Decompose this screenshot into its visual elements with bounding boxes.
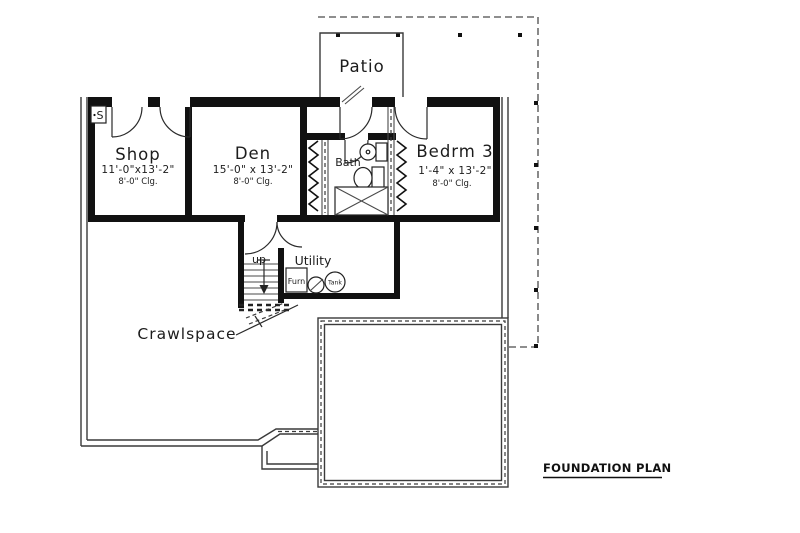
top-wall	[190, 97, 340, 107]
utility-south-wall	[278, 293, 400, 299]
smoke-detector-dot	[93, 114, 95, 116]
top-wall	[372, 97, 395, 107]
bath-north-wall	[307, 133, 345, 140]
bedrm3-label: Bedrm 3	[416, 142, 494, 161]
den-east-wall	[300, 107, 307, 222]
bay-inner	[267, 451, 318, 464]
footing-post-dot	[534, 101, 538, 105]
stair-treads	[244, 264, 278, 300]
slab-inner	[325, 325, 502, 481]
patio-door-leaf	[342, 86, 364, 104]
smoke-detector-symbol	[91, 106, 106, 123]
footing-post-dot	[534, 288, 538, 292]
utility-east-wall	[394, 222, 400, 299]
utility-equipment	[286, 268, 345, 293]
toilet-tank	[372, 167, 384, 189]
furnace-label: Furn	[287, 277, 306, 286]
bedrm3-east-wall	[493, 107, 500, 222]
footing-post-dot	[534, 344, 538, 348]
patio-label: Patio	[339, 57, 385, 76]
slab-outer	[318, 318, 508, 487]
stair-west-wall	[238, 222, 244, 308]
toilet-icon	[354, 168, 372, 189]
top-wall	[427, 97, 500, 107]
slab-hidden-line	[321, 321, 505, 484]
crawlspace-label: Crawlspace	[137, 325, 237, 343]
south-wall	[88, 215, 245, 222]
stair-utility-wall	[278, 248, 284, 303]
south-wall	[277, 215, 500, 222]
stairs-up-label: up	[252, 253, 266, 266]
bedrm3-dims: 1'-4" x 13'-2"	[418, 165, 492, 177]
sheet-title: FOUNDATION PLAN	[543, 461, 672, 475]
bedrm3-door-arc	[395, 107, 427, 139]
shop-den-wall	[185, 107, 192, 215]
stair-hidden-footing	[239, 305, 289, 310]
den-ceiling: 8'-0" Clg.	[233, 177, 273, 187]
footing-post-dot	[534, 163, 538, 167]
shop-label: Shop	[115, 145, 161, 164]
shop-west-wall	[88, 107, 95, 222]
smoke-detector-letter: S	[96, 109, 104, 122]
shop-dims: 11'-0"x13'-2"	[101, 164, 175, 176]
footing-post-dot	[518, 33, 522, 37]
utility-label: Utility	[294, 253, 332, 268]
bedrm3-ceiling: 8'-0" Clg.	[432, 179, 472, 189]
insulation-zigzag-west	[309, 141, 318, 211]
bath-label: Bath	[335, 156, 361, 169]
insulation-zigzag-east	[397, 141, 406, 211]
den-label: Den	[234, 144, 272, 163]
utility-door-arc	[277, 222, 302, 247]
title-block	[543, 461, 671, 478]
shop-ceiling: 8'-0" Clg.	[118, 177, 158, 187]
bath-north-wall	[368, 133, 396, 140]
den-dims: 15'-0" x 13'-2"	[212, 164, 294, 176]
stair-arrow-head	[260, 285, 269, 294]
tank-label: Tank	[327, 279, 343, 287]
footing-post-dot	[458, 33, 462, 37]
bay-outer	[262, 446, 318, 469]
bath-fixtures	[335, 143, 388, 215]
sink-drain	[366, 150, 370, 154]
top-wall	[148, 97, 160, 107]
stair-hall-door-arc	[245, 222, 277, 254]
footing-post-dot	[534, 226, 538, 230]
shop-door-arc	[112, 107, 142, 137]
sink-counter	[376, 143, 387, 161]
